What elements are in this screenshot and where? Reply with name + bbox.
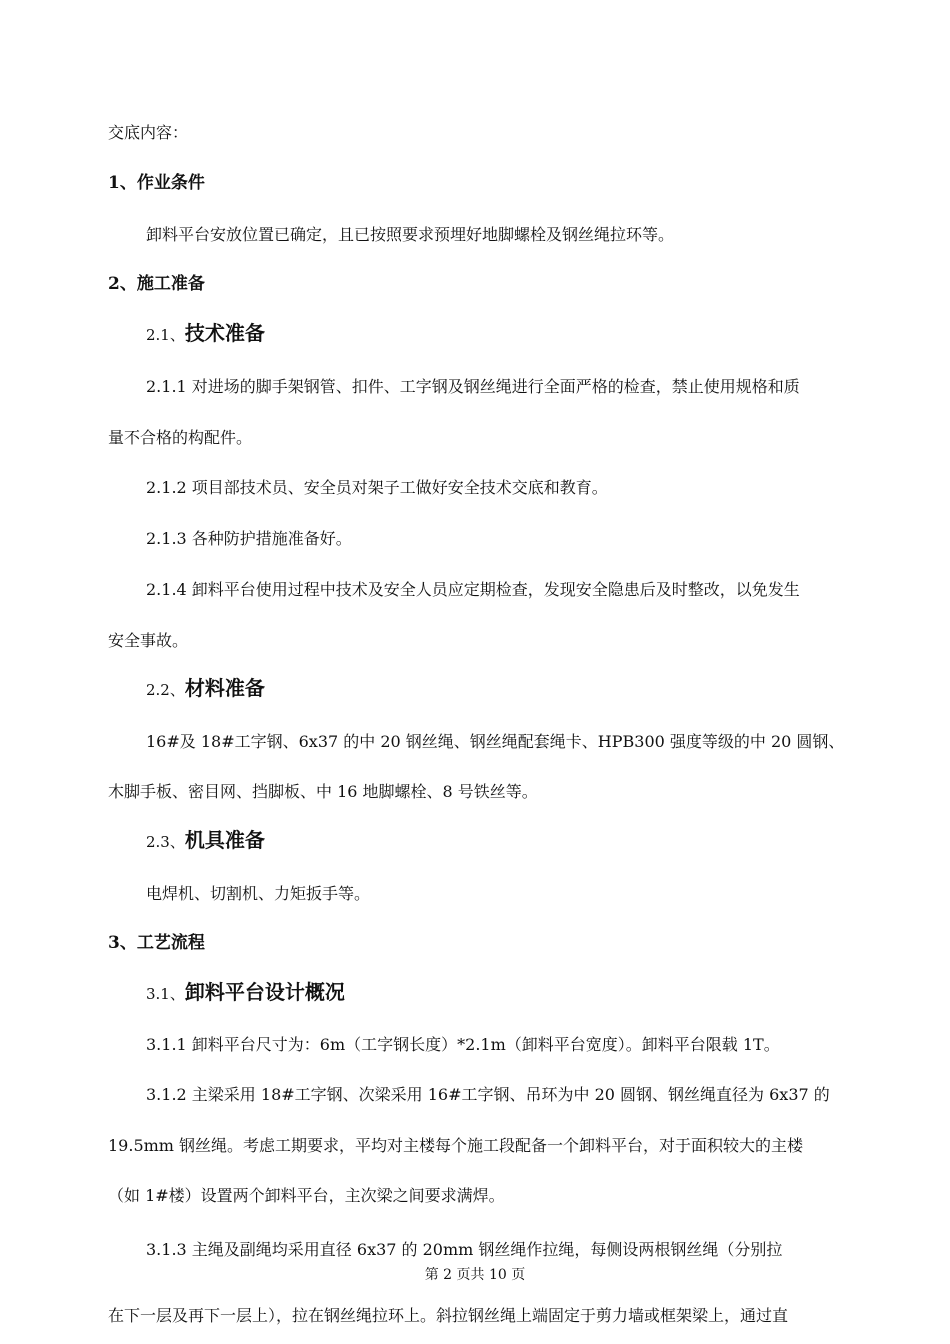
paragraph: 量不合格的构配件。 — [108, 428, 253, 447]
subsection-title: 机具准备 — [184, 828, 265, 852]
subsection-number: 2.1、 — [146, 326, 185, 344]
subsection-3-1-heading — [146, 981, 345, 1005]
subsection-title: 技术准备 — [184, 321, 265, 345]
subsection-title: 卸料平台设计概况 — [184, 980, 345, 1004]
paragraph: 在下一层及再下一层上），拉在钢丝绳拉环上。斜拉钢丝绳上端固定于剪力墙或框架梁上，通过直 — [108, 1306, 789, 1325]
subsection-2-3-heading — [146, 829, 265, 853]
subsection-number: 2.2、 — [146, 681, 185, 699]
paragraph: 电焊机、切割机、力矩扳手等。 — [146, 884, 371, 903]
page-footer: 第 2 页共 10 页 — [424, 1267, 526, 1283]
subsection-number: 2.3、 — [146, 833, 185, 851]
paragraph: 3.1.1 卸料平台尺寸为：6m（工字钢长度）*2.1m（卸料平台宽度）。卸料平台限载 1T。 — [146, 1035, 780, 1054]
paragraph: 木脚手板、密目网、挡脚板、中 16 地脚螺栓、8 号铁丝等。 — [108, 782, 538, 801]
subsection-number: 3.1、 — [146, 985, 185, 1003]
paragraph: 2.1.1 对进场的脚手架钢管、扣件、工字钢及钢丝绳进行全面严格的检查，禁止使用规格和质 — [146, 377, 800, 396]
paragraph: 3.1.2 主梁采用 18#工字钢、次梁采用 16#工字钢、吊环为中 20 圆钢、钢丝绳直径为 6x37 的 — [146, 1085, 830, 1104]
paragraph: 安全事故。 — [108, 631, 189, 650]
paragraph: 19.5mm 钢丝绳。考虑工期要求，平均对主楼每个施工段配备一个卸料平台，对于面积较大的主楼 — [108, 1136, 804, 1155]
section-1-heading: 1、作业条件 — [108, 173, 205, 193]
section-2-heading: 2、施工准备 — [108, 274, 205, 294]
paragraph: 2.1.2 项目部技术员、安全员对架子工做好安全技术交底和教育。 — [146, 478, 608, 497]
paragraph: （如 1#楼）设置两个卸料平台，主次梁之间要求满焊。 — [108, 1186, 505, 1205]
subsection-title: 材料准备 — [184, 676, 265, 700]
paragraph: 16#及 18#工字钢、6x37 的中 20 钢丝绳、钢丝绳配套绳卡、HPB300 强度等级的中 20 圆钢、 — [146, 732, 845, 751]
paragraph: 2.1.3 各种防护措施准备好。 — [146, 529, 352, 548]
paragraph: 卸料平台安放位置已确定，且已按照要求预埋好地脚螺栓及钢丝绳拉环等。 — [146, 225, 675, 244]
disclosure-label: 交底内容： — [108, 123, 189, 142]
section-3-heading: 3、工艺流程 — [108, 933, 205, 953]
subsection-2-1-heading — [146, 322, 265, 346]
paragraph: 3.1.3 主绳及副绳均采用直径 6x37 的 20mm 钢丝绳作拉绳，每侧设两根钢丝绳（分别拉 — [146, 1240, 783, 1259]
paragraph: 2.1.4 卸料平台使用过程中技术及安全人员应定期检查，发现安全隐患后及时整改，以免发生 — [146, 580, 800, 599]
subsection-2-2-heading — [146, 677, 265, 701]
